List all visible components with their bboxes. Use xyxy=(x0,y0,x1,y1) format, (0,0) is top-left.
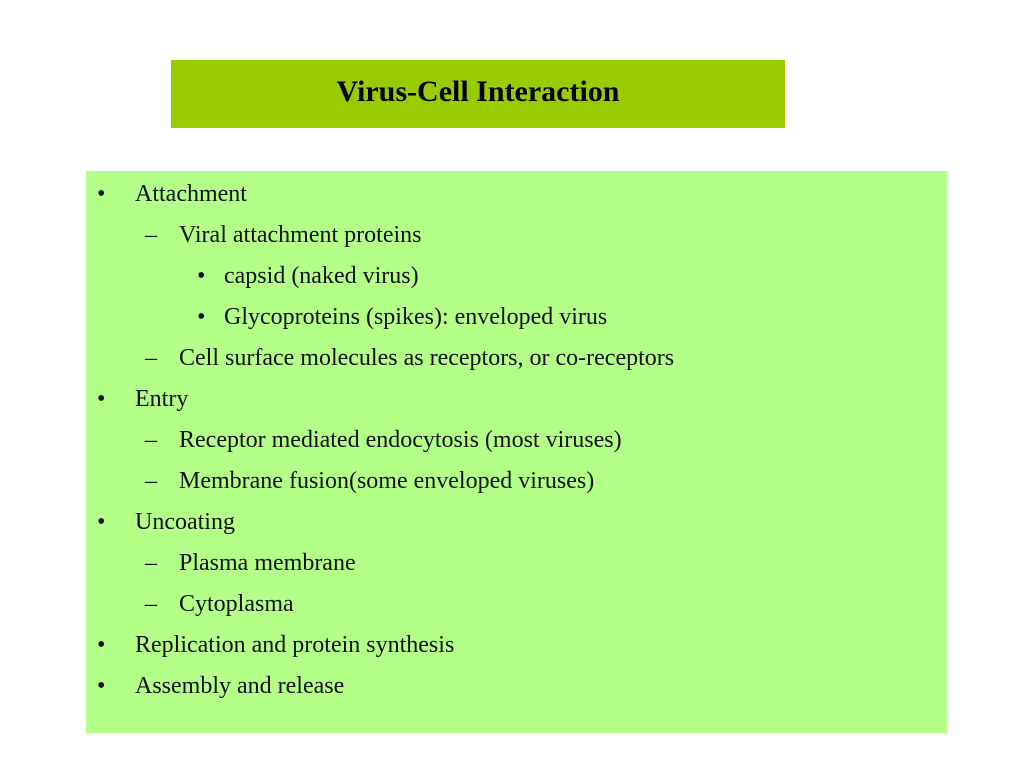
bullet-text: Assembly and release xyxy=(135,673,345,699)
bullet-marker: • xyxy=(97,181,106,207)
bullet-marker: • xyxy=(97,386,106,412)
bullet-text: Entry xyxy=(135,386,189,412)
sub-sub-bullet-text: capsid (naked virus) xyxy=(224,263,419,289)
slide-title-banner xyxy=(171,60,785,128)
dash-marker: – xyxy=(145,468,157,494)
dash-marker: – xyxy=(145,222,157,248)
sub-bullet-text: Receptor mediated endocytosis (most viruses) xyxy=(179,427,622,453)
bullet-text: Attachment xyxy=(135,181,247,207)
sub-bullet-text: Cytoplasma xyxy=(179,591,294,617)
slide-content-panel xyxy=(86,171,947,733)
bullet-marker: • xyxy=(97,509,106,535)
dash-marker: – xyxy=(145,345,157,371)
slide-title: Virus-Cell Interaction xyxy=(336,75,620,108)
dash-marker: – xyxy=(145,427,157,453)
sub-sub-bullet-text: Glycoproteins (spikes): enveloped virus xyxy=(224,304,608,330)
sub-bullet-text: Cell surface molecules as receptors, or co-receptors xyxy=(179,345,675,371)
bullet-marker: • xyxy=(197,304,206,330)
bullet-text: Replication and protein synthesis xyxy=(135,632,455,658)
sub-bullet-text: Membrane fusion(some enveloped viruses) xyxy=(179,468,595,494)
sub-bullet-text: Plasma membrane xyxy=(179,550,356,576)
dash-marker: – xyxy=(145,550,157,576)
dash-marker: – xyxy=(145,591,157,617)
bullet-marker: • xyxy=(97,673,106,699)
bullet-marker: • xyxy=(197,263,206,289)
bullet-text: Uncoating xyxy=(135,509,235,535)
sub-bullet-text: Viral attachment proteins xyxy=(179,222,422,248)
bullet-marker: • xyxy=(97,632,106,658)
